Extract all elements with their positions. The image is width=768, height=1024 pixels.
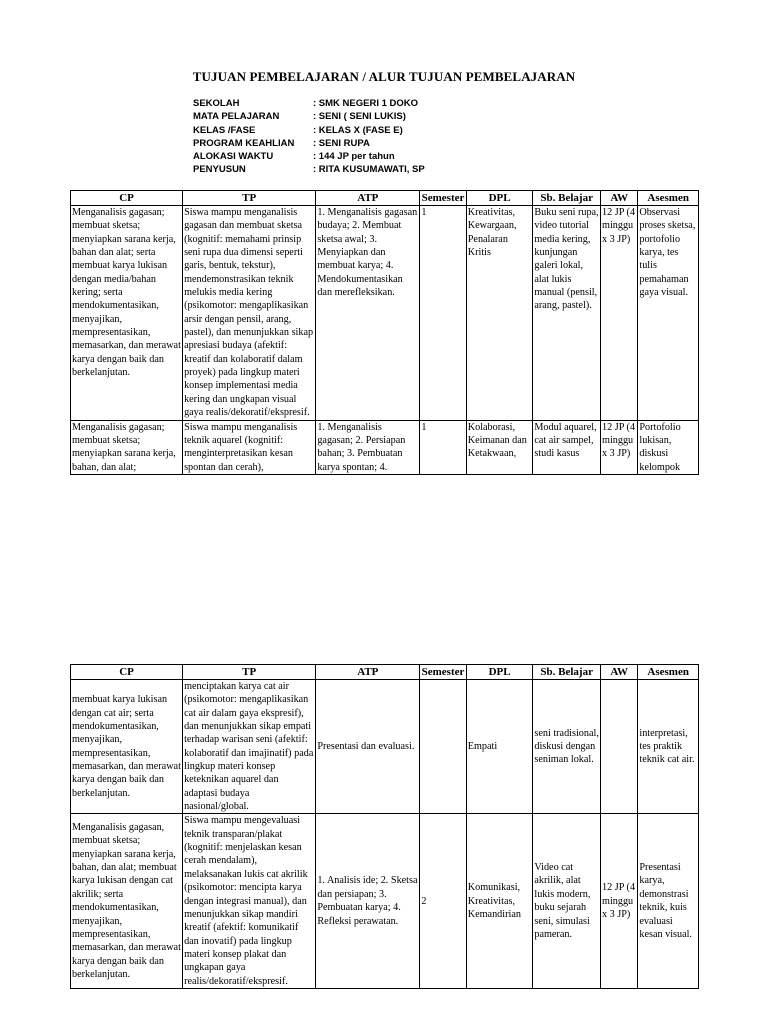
cell-cp: Menganalisis gagasan; membuat sketsa; menyiapkan sarana kerja, bahan, dan alat; (71, 420, 183, 474)
cell-asesmen: Presentasi karya, demonstrasi teknik, kuis evaluasi kesan visual. (638, 814, 699, 988)
header-sb-belajar: Sb. Belajar (533, 191, 601, 206)
header-aw: AW (601, 665, 638, 680)
learning-objectives-table-continued (70, 664, 699, 989)
cell-atp: 1. Menganalisis gagasan; 2. Persiapan bahan; 3. Pembuatan karya spontan; 4. (316, 420, 420, 474)
cell-asesmen: Observasi proses sketsa, portofolio karya, tes tulis pemahaman gaya visual. (638, 206, 699, 421)
header-aw: AW (601, 191, 638, 206)
cell-aw: 12 JP (4 minggu x 3 JP) (601, 814, 638, 988)
cell-semester: 1 (420, 206, 466, 421)
cell-atp: Presentasi dan evaluasi. (316, 680, 420, 814)
header-semester: Semester (421, 666, 465, 678)
meta-value: : SMK NEGERI 1 DOKO (313, 98, 419, 109)
table-row (71, 680, 699, 814)
meta-label: PENYUSUN (193, 164, 246, 176)
meta-value: : 144 JP per tahun (313, 151, 395, 163)
cell-atp: 1. Analisis ide; 2. Sketsa dan persiapan; 3. Pembuatan karya; 4. Refleksi perawatan. (316, 814, 420, 988)
table-row (71, 814, 699, 988)
meta-value: : KELAS X (FASE E) (313, 124, 403, 136)
header-asesmen: Asesmen (638, 665, 699, 680)
cell-asesmen: interpretasi, tes praktik teknik cat air. (638, 680, 699, 814)
cell-tp: Siswa mampu menganalisis teknik aquarel (kognitif: menginterpretasikan kesan spontan dan cerah), (183, 420, 316, 474)
cell-asesmen: Portofolio lukisan, diskusi kelompok (638, 420, 699, 474)
cell-dpl: Komunikasi, Kreativitas, Kemandirian (466, 814, 533, 988)
cell-dpl: Kreativitas, Kewargaan, Penalaran Kritis (466, 206, 533, 421)
cell-semester (420, 680, 466, 814)
header-sb-belajar: Sb. Belajar (533, 665, 601, 680)
cell-tp: menciptakan karya cat air (psikomotor: mengaplikasikan cat air dalam gaya ekspresif), dan menunjukkan sikap empati terhadap warisan seni (afektif: kolaboratif dan imajinatif) pada lingkup materi konsep keteknikan aquarel dan adaptasi budaya nasional/global. (183, 680, 316, 814)
header-dpl: DPL (466, 665, 533, 680)
header-atp: ATP (316, 191, 420, 206)
header-tp: TP (183, 191, 316, 206)
cell-sb-belajar: Buku seni rupa, video tutorial media kering, kunjungan galeri lokal, alat lukis manual (pensil, arang, pastel). (533, 206, 601, 421)
header-semester: Semester (421, 192, 465, 204)
cell-tp: Siswa mampu menganalisis gagasan dan membuat sketsa (kognitif: memahami prinsip seni rupa dua dimensi seperti garis, bentuk, tekstur), mendemonstrasikan teknik melukis media kering (psikomotor: mengaplikasikan arsir dengan pensil, arang, pastel), dan menunjukkan sikap apresiasi budaya (afektif: kreatif dan kolaboratif dalam proyek) pada lingkup materi konsep implementasi media kering dan ungkapan visual gaya realis/dekoratif/ekspresif. (183, 206, 316, 421)
table-header-row (71, 191, 699, 206)
cell-sb-belajar: Modul aquarel, cat air sampel, studi kasus (533, 420, 601, 474)
cell-cp: Menganalisis gagasan; membuat sketsa; menyiapkan sarana kerja, bahan dan alat; serta membuat karya lukisan dengan media/bahan kering; serta mendokumentasikan, menyajikan, mempresentasikan, memasarkan, dan merawat karya dengan baik dan berkelanjutan. (71, 206, 183, 421)
meta-value: : SENI ( SENI LUKIS) (313, 111, 406, 123)
header-cp: CP (71, 665, 183, 680)
header-atp: ATP (316, 665, 420, 680)
cell-dpl: Kolaborasi, Keimanan dan Ketakwaan, (466, 420, 533, 474)
cell-aw: 12 JP (4 minggu x 3 JP) (601, 206, 638, 421)
cell-aw (601, 680, 638, 814)
cell-tp: Siswa mampu mengevaluasi teknik transparan/plakat (kognitif: menjelaskan kesan cerah mendalam), melaksanakan lukis cat akrilik (psikomotor: mencipta karya dengan integrasi manual), dan menunjukkan sikap mandiri kreatif (afektif: komunikatif dan inovatif) pada lingkup materi konsep plakat dan ungkapan gaya realis/dekoratif/ekspresif. (183, 814, 316, 988)
document-title: TUJUAN PEMBELAJARAN / ALUR TUJUAN PEMBELAJARAN (192, 69, 576, 84)
meta-label: SEKOLAH (193, 98, 240, 109)
header-tp: TP (183, 665, 316, 680)
cell-cp: membuat karya lukisan dengan cat air; serta mendokumentasikan, menyajikan, mempresentasikan, memasarkan, dan merawat karya dengan baik dan berkelanjutan. (71, 680, 183, 814)
table-row (71, 206, 699, 421)
learning-objectives-table (70, 190, 699, 475)
meta-label: KELAS /FASE (193, 124, 256, 136)
cell-dpl: Empati (466, 680, 533, 814)
meta-label: MATA PELAJARAN (193, 111, 280, 123)
header-asesmen: Asesmen (638, 191, 699, 206)
cell-semester: 2 (420, 814, 466, 988)
cell-semester: 1 (420, 420, 466, 474)
cell-aw: 12 JP (4 minggu x 3 JP) (601, 420, 638, 474)
cell-sb-belajar: seni tradisional, diskusi dengan seniman lokal. (533, 680, 601, 814)
header-dpl: DPL (466, 191, 533, 206)
meta-value: : SENI RUPA (313, 137, 370, 149)
table-row (71, 420, 699, 474)
table-header-row (71, 665, 699, 680)
cell-atp: 1. Menganalisis gagasan budaya; 2. Membuat sketsa awal; 3. Menyiapkan dan membuat karya; 4. Mendokumentasikan dan merefleksikan. (316, 206, 420, 421)
header-cp: CP (71, 191, 183, 206)
meta-value: : RITA KUSUMAWATI, SP (313, 164, 425, 176)
cell-sb-belajar: Video cat akrilik, alat lukis modern, buku sejarah seni, simulasi pameran. (533, 814, 601, 988)
meta-label: PROGRAM KEAHLIAN (193, 137, 295, 149)
cell-cp: Menganalisis gagasan, membuat sketsa; menyiapkan sarana kerja, bahan, dan alat; membuat karya lukisan dengan cat akrilik; serta mendokumentasikan, menyajikan, mempresentasikan, memasarkan, dan merawat karya dengan baik dan berkelanjutan. (71, 814, 183, 988)
meta-label: ALOKASI WAKTU (193, 151, 274, 163)
